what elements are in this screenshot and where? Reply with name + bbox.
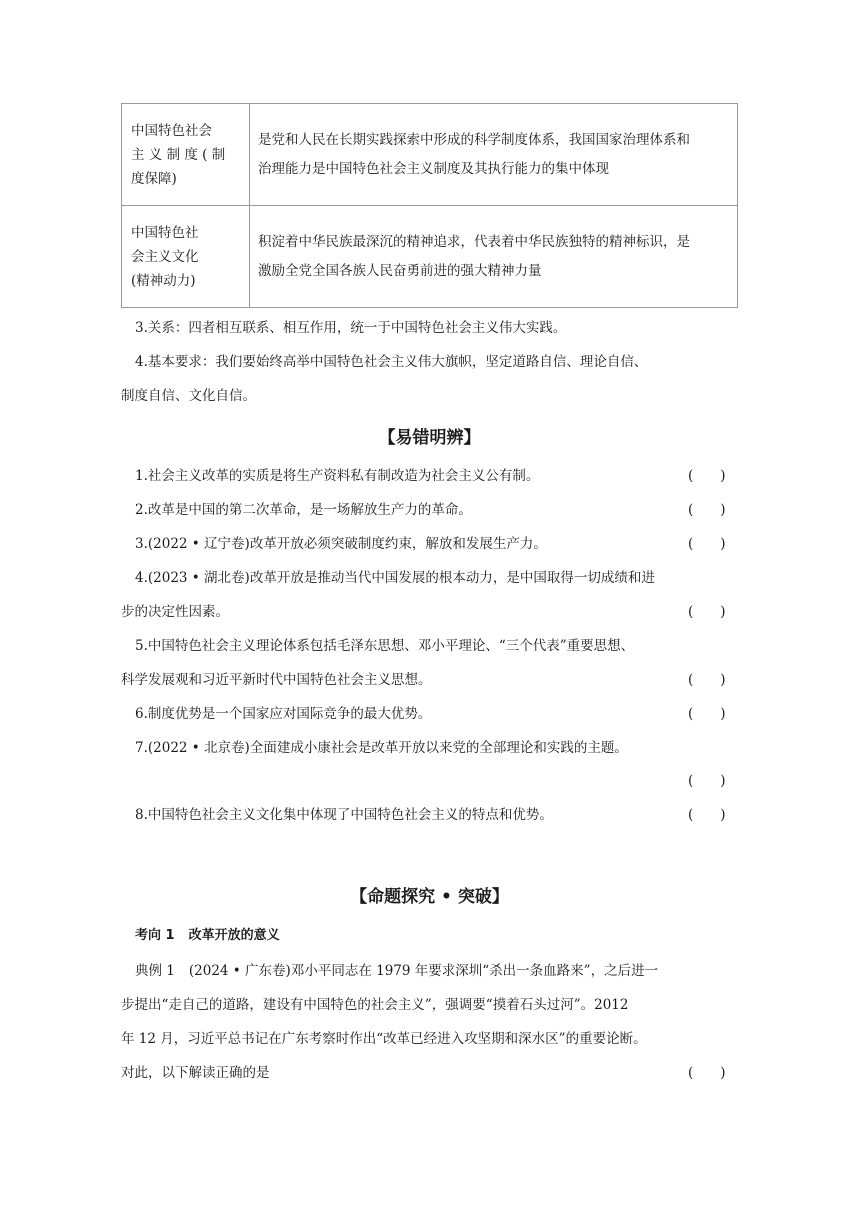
desc-line: 积淀着中华民族最深沉的精神追求，代表着中华民族独特的精神标识，是: [258, 233, 690, 250]
error-item: 5.中国特色社会主义理论体系包括毛泽东思想、邓小平理论、“三个代表”重要思想、: [135, 638, 635, 654]
point-relationship: 3.关系：四者相互联系、相互作用，统一于中国特色社会主义伟大实践。: [135, 320, 567, 336]
direction-number: 考向 1: [135, 928, 175, 943]
example-label: 典例 1: [135, 963, 175, 979]
desc-line: 治理能力是中国特色社会主义制度及其执行能力的集中体现: [258, 160, 609, 177]
term-line: 中国特色社: [131, 224, 199, 241]
answer-bracket: ( ): [688, 672, 726, 688]
example-line: [135, 959, 731, 979]
direction-title: 改革开放的意义: [188, 928, 280, 943]
term-cell: [122, 104, 250, 206]
definition-table: [121, 103, 738, 308]
example-line: 年 12 月，习近平总书记在广东考察时作出“改革已经进入攻坚期和深水区”的重要论断。: [121, 1031, 647, 1047]
point-requirement-line2: 制度自信、文化自信。: [121, 388, 256, 404]
answer-bracket: ( ): [688, 1065, 726, 1081]
description-cell: [250, 104, 738, 206]
error-item: 4.(2023 • 湖北卷)改革开放是推动当代中国发展的根本动力，是中国取得一切成绩和进: [135, 570, 655, 586]
answer-bracket: ( ): [688, 604, 726, 620]
error-item: 2.改革是中国的第二次革命，是一场解放生产力的革命。: [135, 502, 472, 518]
term-line: 中国特色社会: [131, 122, 212, 139]
error-item-continued: 步的决定性因素。: [121, 604, 229, 620]
description-cell: [250, 206, 738, 308]
error-item: 8.中国特色社会主义文化集中体现了中国特色社会主义的特点和优势。: [135, 807, 553, 823]
term-line: (精神动力): [131, 272, 196, 289]
desc-line: 是党和人民在长期实践探索中形成的科学制度体系，我国国家治理体系和: [258, 131, 690, 148]
table-row: [122, 206, 738, 308]
answer-bracket: ( ): [688, 468, 726, 484]
example-line: 对此，以下解读正确的是: [121, 1065, 270, 1081]
direction-subheading: [135, 924, 280, 943]
answer-bracket: ( ): [688, 502, 726, 518]
term-line: 会主义文化: [131, 248, 199, 265]
error-item: 3.(2022 • 辽宁卷)改革开放必须突破制度约束，解放和发展生产力。: [135, 536, 547, 552]
error-item: 1.社会主义改革的实质是将生产资料私有制改造为社会主义公有制。: [135, 468, 540, 484]
error-item: 7.(2022 • 北京卷)全面建成小康社会是改革开放以来党的全部理论和实践的主题。: [135, 740, 628, 756]
desc-line: 激励全党全国各族人民奋勇前进的强大精神力量: [258, 262, 542, 279]
term-line: 主 义 制 度 ( 制: [131, 146, 226, 163]
error-item: 6.制度优势是一个国家应对国际竞争的最大优势。: [135, 706, 432, 722]
table-row: [122, 104, 738, 206]
example-line: 步提出“走自己的道路，建设有中国特色的社会主义”，强调要“摸着石头过河”。2012: [121, 997, 629, 1013]
section-title-explore: 【命题探究 • 突破】: [350, 887, 509, 907]
example-text: (2024 • 广东卷)邓小平同志在 1979 年要求深圳“杀出一条血路来”，之后进一: [188, 963, 659, 979]
answer-bracket: ( ): [688, 773, 726, 789]
answer-bracket: ( ): [688, 706, 726, 722]
section-title-error-check: 【易错明辨】: [378, 428, 481, 448]
point-requirement-line1: 4.基本要求：我们要始终高举中国特色社会主义伟大旗帜，坚定道路自信、理论自信、: [135, 354, 648, 370]
answer-bracket: ( ): [688, 536, 726, 552]
term-line: 度保障): [131, 170, 177, 187]
error-item-continued: 科学发展观和习近平新时代中国特色社会主义思想。: [121, 672, 432, 688]
term-cell: [122, 206, 250, 308]
answer-bracket: ( ): [688, 807, 726, 823]
